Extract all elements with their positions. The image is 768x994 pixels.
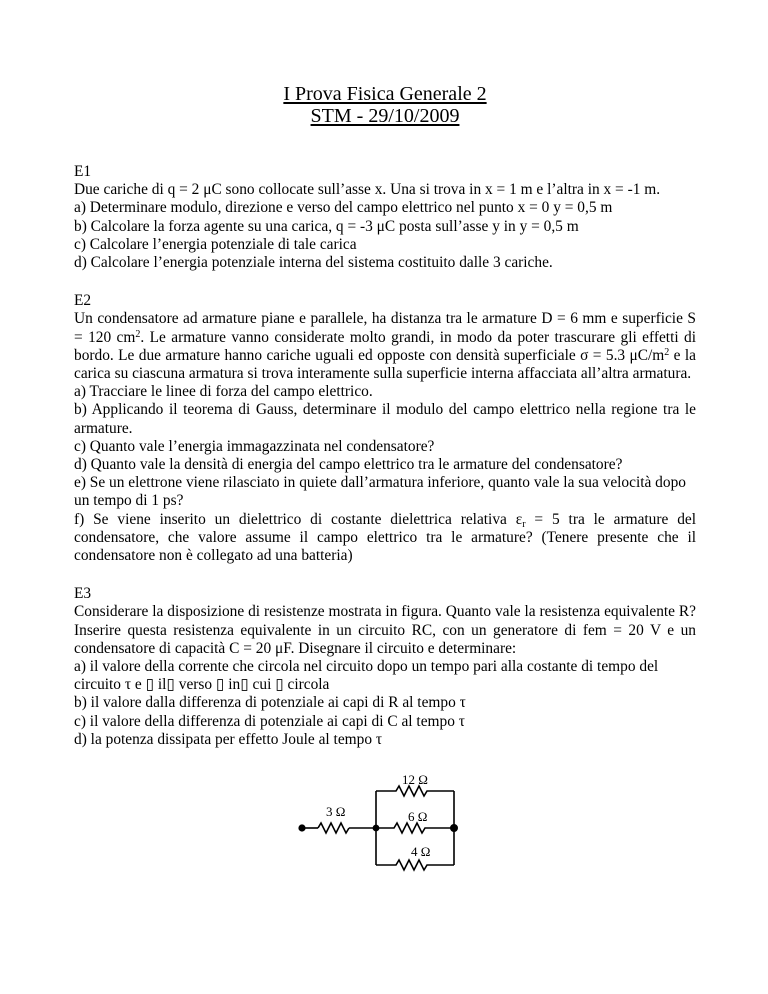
label-r-bottom: 4 Ω [411, 844, 431, 859]
resistor-middle [376, 823, 454, 833]
exercise-e2 [74, 292, 696, 565]
e3-a: a) il valore della corrente che circola nel circuito dopo un tempo pari alla costante di tempo del circuito τ e ▯ il▯ verso ▯ in▯ cui ▯ circola [74, 658, 659, 694]
e3-d: d) la potenza dissipata per effetto Joule al tempo τ [74, 730, 383, 748]
e1-c: c) Calcolare l’energia potenziale di tale carica [74, 235, 357, 253]
title-line-1: I Prova Fisica Generale 2 [283, 83, 487, 105]
e2-label: E2 [74, 292, 92, 310]
e2-b: b) Applicando il teorema di Gauss, determinare il modulo del campo elettrico nella regione tra le armature. [74, 401, 696, 437]
e1-intro: Due cariche di q = 2 μC sono collocate sull’asse x. Una si trova in x = 1 m e l’altra in x = -1 m. [74, 181, 661, 199]
e3-c: c) il valore della differenza di potenziale ai capi di C al tempo τ [74, 712, 465, 730]
e2-e: e) Se un elettrone viene rilasciato in quiete dall’armatura inferiore, quanto vale la sua velocità dopo un tempo di 1 ps? [74, 474, 686, 510]
e2-a: a) Tracciare le linee di forza del campo elettrico. [74, 383, 373, 401]
e3-intro: Considerare la disposizione di resistenze mostrata in figura. Quanto vale la resistenza equivalente R? Inserire questa resistenza equivalente in un circuito RC, con un generatore di fem = 20 V e un condensatore di capacità C = 20 μF. Disegnare il circuito e determinare: [74, 603, 696, 657]
title-line-2: STM - 29/10/2009 [310, 105, 460, 127]
resistor-bottom [376, 860, 454, 870]
e3-b: b) il valore dalla differenza di potenziale ai capi di R al tempo τ [74, 694, 466, 712]
exercise-e1 [74, 163, 696, 272]
label-r-series: 3 Ω [326, 804, 346, 819]
label-r-middle: 6 Ω [408, 809, 428, 824]
document-title [74, 83, 696, 127]
e2-f: f) Se viene inserito un dielettrico di costante dielettrica relativa $\varepsilon_r = 5$ tra le armature del condensatore, che valore assume il campo elettrico tra le armature? (Tenere presente che il condensatore non è collegato ad una batteria) [74, 510, 697, 565]
exercise-e3 [74, 585, 696, 749]
resistor-network-diagram [296, 772, 466, 884]
e2-c: c) Quanto vale l’energia immagazzinata nel condensatore? [74, 437, 435, 455]
e1-b: b) Calcolare la forza agente su una carica, q = -3 μC posta sull’asse y in y = 0,5 m [74, 217, 579, 235]
document-page [74, 83, 696, 749]
e1-a: a) Determinare modulo, direzione e verso del campo elettrico nel punto x = 0 y = 0,5 m [74, 199, 613, 217]
right-terminal [451, 825, 457, 831]
label-r-top: 12 Ω [402, 772, 428, 787]
e1-d: d) Calcolare l’energia potenziale interna del sistema costituito dalle 3 cariche. [74, 254, 553, 272]
e2-intro: Un condensatore ad armature piane e parallele, ha distanza tra le armature D = 6 mm e superficie S = 120 $cm^2$. Le armature vanno considerate molto grandi, in modo da poter trascurare gli effetti di bordo. Le due armature hanno cariche uguali ed opposte con densità superficiale σ = 5.3 $\mu C/m^2$ e la carica su ciascuna armatura si trova interamente sulla superficie interna affacciata all’altra armatura. [74, 310, 697, 383]
e2-d: d) Quanto vale la densità di energia del campo elettrico tra le armature del condensatore? [74, 456, 623, 474]
resistor-top [376, 786, 454, 796]
e3-label: E3 [74, 585, 92, 603]
resistor-series [318, 823, 349, 833]
left-node-dot [373, 825, 378, 830]
e1-label: E1 [74, 163, 92, 180]
